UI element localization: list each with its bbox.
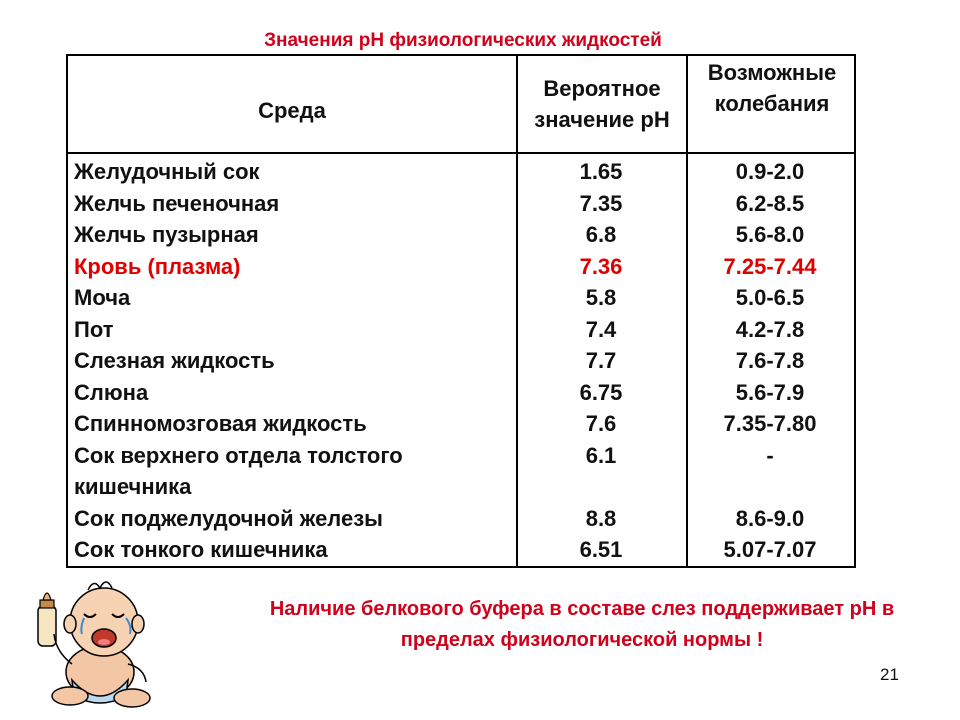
slide-title: Значения рН физиологических жидкостей [264,30,662,51]
cell-medium: Пот [74,316,114,342]
cell-probable: 7.35 [579,190,623,216]
table-row [68,219,854,251]
cell-range: 6.2-8.5 [735,190,805,216]
cell-probable: 6.51 [579,537,623,562]
table-row [68,408,854,440]
ph-table [66,54,856,568]
cell-medium: Слюна [74,379,149,405]
table-row-highlight [68,251,854,283]
cell-medium: Спинномозговая жидкость [74,411,367,436]
table-row [68,188,854,220]
table-row [68,377,854,409]
header-medium: Среда [258,97,326,123]
cell-probable: 7.4 [585,316,617,342]
cell-range: 0.9-2.0 [735,159,805,184]
cell-probable: 8.8 [585,505,617,531]
cell-medium: Слезная жидкость [74,348,275,373]
cell-range: 5.07-7.07 [723,537,817,562]
table-row [68,282,854,314]
cell-range: 5.6-8.0 [735,222,805,247]
page-number: 21 [880,665,899,684]
table-row [68,314,854,346]
cell-range [686,471,854,503]
cell-range: 4.2-7.8 [735,316,805,342]
cell-probable: 6.8 [585,222,617,247]
cell-probable: 7.6 [585,411,617,436]
header-range: Возможные колебания [707,60,837,116]
cell-medium: Желудочный сок [74,159,260,184]
table-row [68,534,854,566]
cell-range: - [766,442,774,468]
cell-probable [516,471,686,503]
cell-probable: 7.36 [579,253,623,279]
cell-range: 7.6-7.8 [735,348,805,373]
cell-range: 5.6-7.9 [735,379,805,405]
cell-probable: 5.8 [585,285,617,310]
cell-probable: 1.65 [579,159,623,184]
header-probable-ph: Вероятное значение рН [534,76,670,132]
cell-probable: 7.7 [585,348,617,373]
cell-range: 7.35-7.80 [723,411,817,436]
cell-probable: 6.1 [585,442,617,468]
table-row [68,440,854,472]
cell-medium: Сок тонкого кишечника [74,537,328,562]
cell-medium: Желчь пузырная [74,222,259,247]
cell-range: 7.25-7.44 [723,253,817,279]
crying-baby-illustration [28,572,168,712]
cell-medium: кишечника [74,474,192,499]
cell-range: 5.0-6.5 [735,285,805,310]
table-body [68,156,854,566]
table-row [68,156,854,188]
table-row [68,345,854,377]
cell-medium: Моча [74,285,131,310]
cell-medium: Кровь (плазма) [74,253,241,279]
buffer-note: Наличие белкового буфера в составе слез поддерживает рН в пределах физиологической нормы ! [269,598,895,651]
cell-medium: Сок верхнего отдела толстого [74,442,403,468]
bottle-icon [38,593,56,646]
cell-medium: Сок поджелудочной железы [74,505,383,531]
cell-range: 8.6-9.0 [735,505,805,531]
table-row [68,471,854,503]
cell-medium: Желчь печеночная [74,190,280,216]
cell-probable: 6.75 [579,379,623,405]
table-row [68,503,854,535]
